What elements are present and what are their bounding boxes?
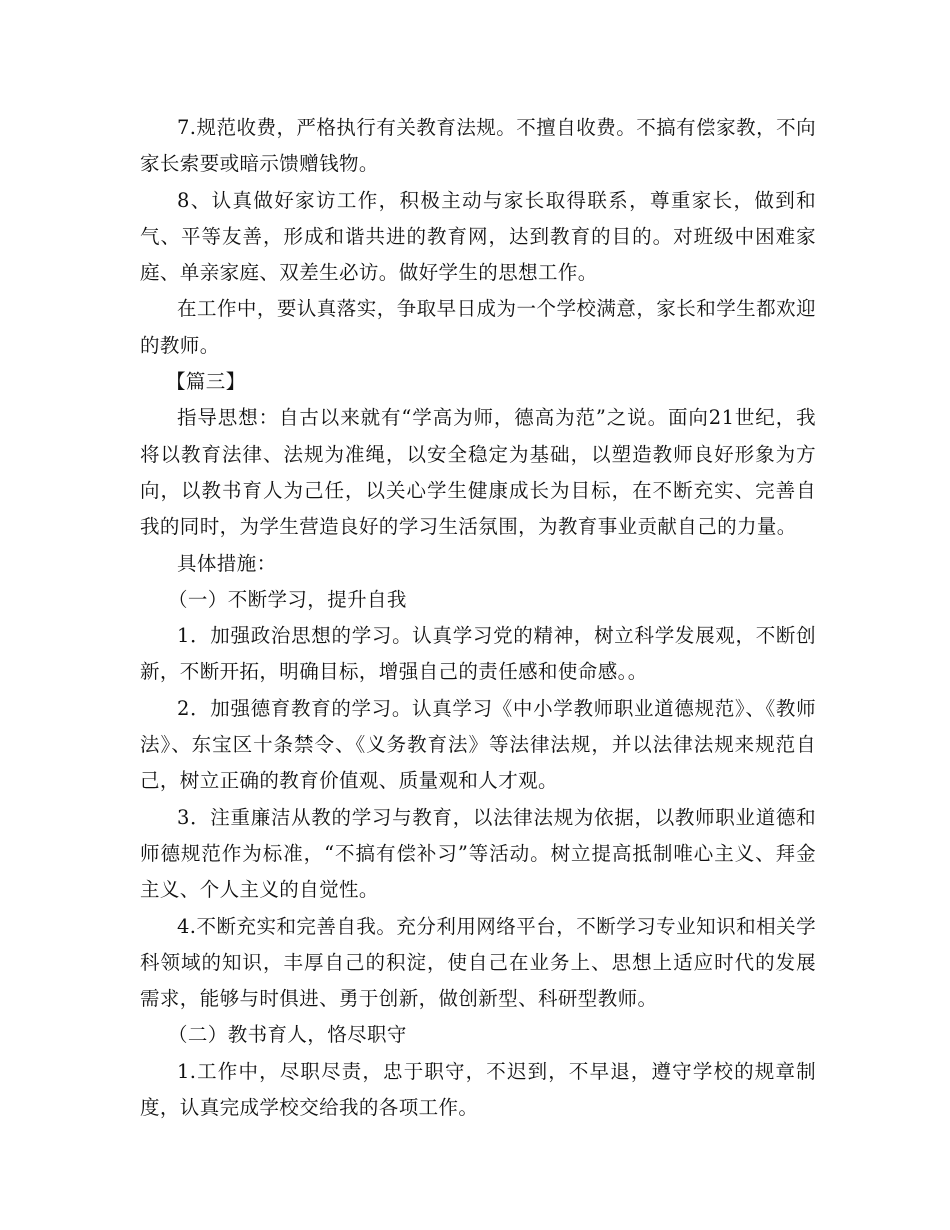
paragraph-measure-2: 2．加强德育教育的学习。认真学习《中小学教师职业道德规范》、《教师法》、东宝区十条禁令、《义务教育法》等法律法规，并以法律法规来规范自己，树立正确的教育价值观、质量观和人才观。 xyxy=(140,696,816,793)
subheading-2: （二）教书育人，恪尽职守 xyxy=(168,1023,407,1047)
paragraph-measure-4: 4.不断充实和完善自我。充分利用网络平台，不断学习专业知识和相关学科领域的知识，丰厚自己的积淀，使自己在业务上、思想上适应时代的发展需求，能够与时俱进、勇于创新，做创新型、科研型教师。 xyxy=(140,914,816,1011)
subheading-1: （一）不断学习，提升自我 xyxy=(168,587,407,611)
paragraph-measure-3: 3．注重廉洁从教的学习与教育，以法律法规为依据，以教师职业道德和师德规范作为标准，“不搞有偿补习”等活动。树立提高抵制唯心主义、拜金主义、个人主义的自觉性。 xyxy=(140,805,816,902)
paragraph-item-7: 7.规范收费，严格执行有关教育法规。不擅自收费。不搞有偿家教，不向家长索要或暗示馈赠钱物。 xyxy=(140,116,816,176)
paragraph-duty-1: 1.工作中，尽职尽责，忠于职守，不迟到，不早退，遵守学校的规章制度，认真完成学校交给我的各项工作。 xyxy=(140,1059,816,1120)
paragraph-guiding-thought: 指导思想：自古以来就有“学高为师，德高为范”之说。面向21世纪，我将以教育法律、法规为准绳，以安全稳定为基础，以塑造教师良好形象为方向，以教书育人为己任，以关心学生健康成长为目标，在不断充实、完善自我的同时，为学生营造良好的学习生活氛围，为教育事业贡献自己的力量。 xyxy=(140,406,816,539)
section-heading-3: 【篇三】 xyxy=(166,370,246,394)
paragraph-measure-1: 1．加强政治思想的学习。认真学习党的精神，树立科学发展观，不断创新，不断开拓，明确目标，增强自己的责任感和使命感。。 xyxy=(140,624,816,684)
document-body xyxy=(140,110,816,1126)
paragraph-item-8: 8、认真做好家访工作，积极主动与家长取得联系，尊重家长，做到和气、平等友善，形成和谐共进的教育网，达到教育的目的。对班级中困难家庭、单亲家庭、双差生必访。做好学生的思想工作。 xyxy=(140,188,816,285)
paragraph-measures-label: 具体措施： xyxy=(177,551,277,575)
paragraph-closing: 在工作中，要认真落实，争取早日成为一个学校满意，家长和学生都欢迎的教师。 xyxy=(140,297,816,357)
